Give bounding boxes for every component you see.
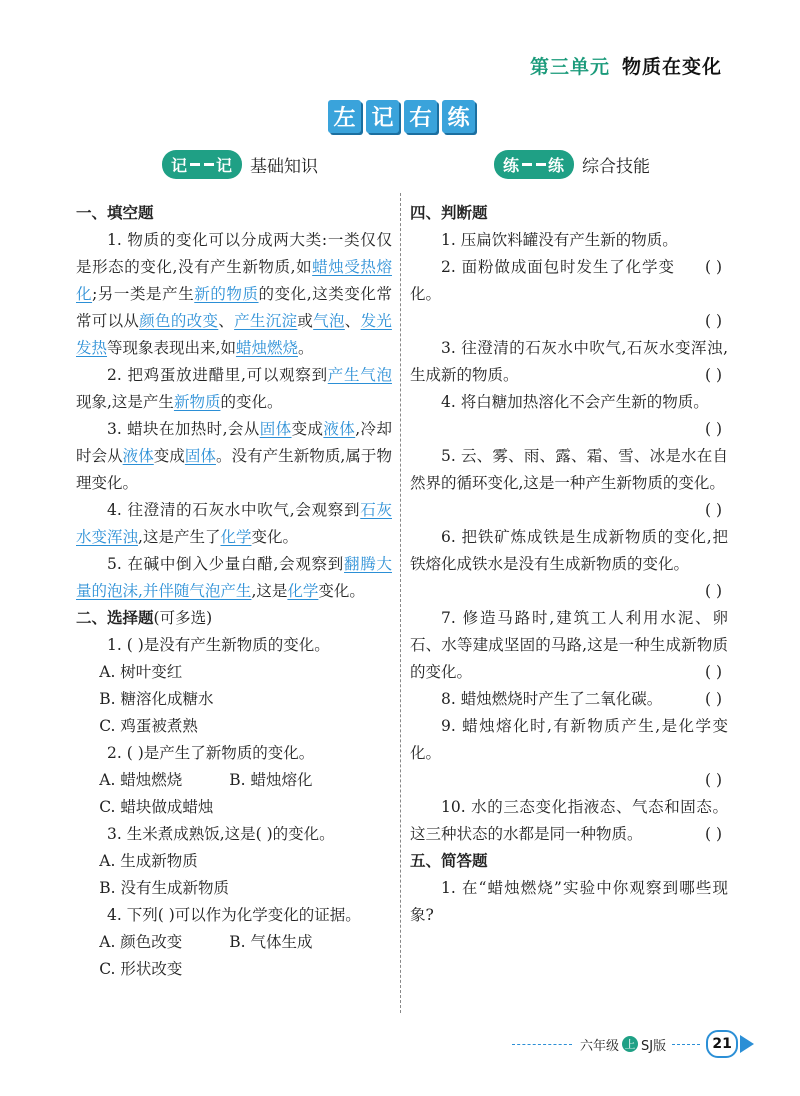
answer[interactable]: 化学 — [220, 528, 252, 546]
answer-paren[interactable]: ( ) — [704, 366, 722, 384]
choice-option[interactable]: A. 树叶变红 — [99, 663, 183, 681]
answer-paren[interactable]: ( ) — [704, 690, 722, 708]
choice-question-4: 4. 下列( )可以作为化学变化的证据。 — [107, 906, 361, 924]
tag-left — [162, 150, 318, 179]
right-column — [410, 200, 728, 929]
tag-right-pill — [494, 150, 574, 179]
choice-option[interactable]: A. 蜡烛燃烧 — [99, 771, 183, 789]
section-fill-blank-title: 一、填空题 — [76, 204, 154, 222]
choice-option-row — [76, 929, 392, 956]
answer[interactable]: 气泡 — [313, 312, 345, 330]
pill-char: 记 — [216, 156, 234, 175]
column-divider — [400, 193, 401, 1013]
answer-paren[interactable]: ( ) — [704, 420, 722, 438]
judge-item-2: 2. 面粉做成面包时发生了化学变化。 ( ) — [410, 254, 728, 335]
short-answer-question-1: 1. 在“蜡烛燃烧”实验中你观察到哪些现象? — [410, 879, 728, 924]
banner-char: 记 — [366, 100, 399, 133]
choice-option[interactable]: C. 鸡蛋被煮熟 — [99, 717, 198, 735]
judge-item-6: 6. 把铁矿炼成铁是生成新物质的变化,把铁熔化成铁水是没有生成新物质的变化。 ( ) — [410, 524, 728, 605]
answer[interactable]: 产生气泡 — [327, 366, 392, 384]
tag-left-text: 基础知识 — [250, 157, 319, 177]
answer-paren[interactable]: ( ) — [704, 825, 722, 843]
left-column — [76, 200, 392, 983]
fill-question-3: 3. 蜡块在加热时,会从固体变成液体,冷却时会从液体变成固体。没有产生新物质,属于物理变化。 — [76, 420, 392, 492]
banner-char: 左 — [328, 100, 361, 133]
section-choice-title: 二、选择题(可多选) — [76, 609, 213, 627]
answer-paren[interactable]: ( ) — [704, 312, 722, 330]
choice-option[interactable]: B. 蜡烛熔化 — [229, 771, 313, 789]
choice-option[interactable]: C. 形状改变 — [99, 960, 183, 978]
answer[interactable]: 发光发热 — [76, 312, 392, 357]
choice-option[interactable]: A. 颜色改变 — [99, 933, 183, 951]
page-number: 21 — [706, 1030, 738, 1058]
judge-item-10: 10. 水的三态变化指液态、气态和固态。这三种状态的水都是同一种物质。 ( ) — [410, 794, 728, 848]
edition-label: SJ版 — [641, 1038, 667, 1054]
answer[interactable]: 液体 — [122, 447, 154, 465]
judge-item-1: 1. 压扁饮料罐没有产生新的物质。 ( ) — [410, 227, 728, 254]
choice-question-2: 2. ( )是产生了新物质的变化。 — [107, 744, 315, 762]
unit-topic: 物质在变化 — [621, 56, 722, 78]
answer[interactable]: 新物质 — [173, 393, 221, 411]
tag-left-pill — [162, 150, 242, 179]
grade-label: 六年级 — [580, 1038, 620, 1054]
fill-question-2: 2. 把鸡蛋放进醋里,可以观察到产生气泡现象,这是产生新物质的变化。 — [76, 366, 392, 411]
page-footer — [512, 1030, 754, 1058]
judge-item-4: 4. 将白糖加热溶化不会产生新的物质。 ( ) — [410, 389, 728, 443]
answer-paren[interactable]: ( ) — [704, 663, 722, 681]
section-judge-title: 四、判断题 — [410, 204, 488, 222]
fill-question-5: 5. 在碱中倒入少量白醋,会观察到翻腾大量的泡沫,并伴随气泡产生,这是化学变化。 — [76, 555, 392, 600]
answer[interactable]: 石灰水变浑浊 — [76, 501, 392, 546]
choice-option[interactable]: C. 蜡块做成蜡烛 — [99, 798, 214, 816]
pill-char: 练 — [503, 156, 521, 175]
answer[interactable]: 固体 — [259, 420, 292, 438]
pill-char: 练 — [548, 156, 566, 175]
answer-paren[interactable]: ( ) — [704, 771, 722, 789]
banner-char: 练 — [442, 100, 475, 133]
choice-option[interactable]: B. 没有生成新物质 — [99, 879, 229, 897]
choice-option[interactable]: B. 糖溶化成糖水 — [99, 690, 214, 708]
term-badge: 上 — [622, 1036, 638, 1052]
choice-option[interactable]: A. 生成新物质 — [99, 852, 198, 870]
answer[interactable]: 蜡烛燃烧 — [235, 339, 298, 357]
judge-item-7: 7. 修造马路时,建筑工人利用水泥、卵石、水等建成坚固的马路,这是一种生成新物质的变化。 ( ) — [410, 605, 728, 686]
unit-number: 第三单元 — [529, 56, 610, 78]
tag-right-text: 综合技能 — [582, 157, 651, 177]
judge-item-8: 8. 蜡烛燃烧时产生了二氧化碳。 ( ) — [410, 686, 728, 713]
choice-question-1: 1. ( )是没有产生新物质的变化。 — [107, 636, 330, 654]
tag-right — [494, 150, 650, 179]
answer[interactable]: 新的物质 — [194, 285, 259, 303]
answer[interactable]: 翻腾大量的泡沫,并伴随气泡产生 — [76, 555, 392, 600]
answer-paren[interactable]: ( ) — [704, 258, 722, 276]
choice-option[interactable]: B. 气体生成 — [229, 933, 313, 951]
arrow-right-icon — [740, 1035, 754, 1053]
answer[interactable]: 蜡烛受热熔化 — [76, 258, 392, 303]
choice-question-3: 3. 生米煮成熟饭,这是( )的变化。 — [107, 825, 335, 843]
judge-item-9: 9. 蜡烛熔化时,有新物质产生,是化学变化。 ( ) — [410, 713, 728, 794]
section-banner — [328, 100, 475, 133]
answer[interactable]: 液体 — [323, 420, 356, 438]
fill-question-1: 1. 物质的变化可以分成两大类:一类仅仅是形态的变化,没有产生新物质,如蜡烛受热熔化;另一类是产生新的物质的变化,这类变化常常可以从颜色的改变、产生沉淀或气泡、发光发热等现象表现出来,如蜡烛燃烧。 — [76, 231, 392, 357]
answer[interactable]: 固体 — [184, 447, 216, 465]
answer-paren[interactable]: ( ) — [704, 501, 722, 519]
answer[interactable]: 产生沉淀 — [234, 312, 298, 330]
unit-title — [530, 52, 722, 79]
judge-item-3: 3. 往澄清的石灰水中吹气,石灰水变浑浊,生成新的物质。 ( ) — [410, 335, 728, 389]
section-short-answer-title: 五、简答题 — [410, 852, 488, 870]
answer-paren[interactable]: ( ) — [704, 582, 722, 600]
fill-question-4: 4. 往澄清的石灰水中吹气,会观察到石灰水变浑浊,这是产生了化学变化。 — [76, 501, 392, 546]
judge-item-5: 5. 云、雾、雨、露、霜、雪、冰是水在自然界的循环变化,这是一种产生新物质的变化。 ( ) — [410, 443, 728, 524]
answer[interactable]: 颜色的改变 — [139, 312, 219, 330]
answer[interactable]: 化学 — [287, 582, 319, 600]
pill-char: 记 — [171, 156, 189, 175]
banner-char: 右 — [404, 100, 437, 133]
choice-option-row — [76, 767, 392, 794]
